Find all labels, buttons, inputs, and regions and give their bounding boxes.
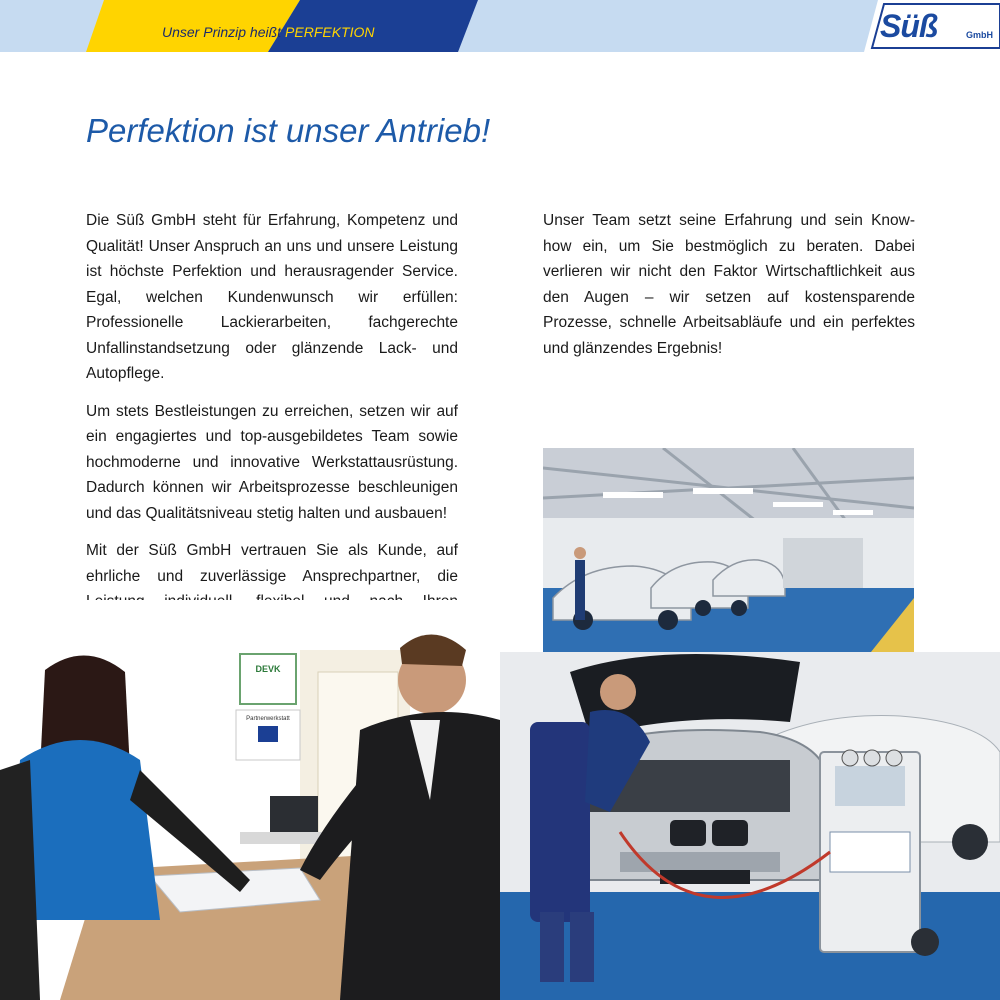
slogan-highlight: PERFEKTION [285,24,375,40]
devk-sign-text: DEVK [255,664,281,674]
page-title: Perfektion ist unser Antrieb! [86,112,491,149]
reception-photo [0,600,500,1000]
paragraph-4: Unser Team setzt seine Erfahrung und sein Know-how ein, um Sie bestmöglich zu beraten. Dabei verlieren wir nicht den Faktor Wirtschaftlichkeit aus den Augen – wir setzen auf kostensparende Prozesse, schnelle Arbeitsabläufe und ein perfektes und glänzendes Ergebnis! [543,212,915,357]
paragraph-3: Mit der Süß GmbH vertrauen Sie als Kunde, auf ehrliche und zuverlässige Ansprechpartner, die [86,542,458,585]
company-logo: Süß [880,8,938,44]
header-slogan [162,24,375,40]
partner-sign-text: Partnerwerkstatt [246,716,290,722]
slogan-prefix: Unser Prinzip heißt [162,24,282,40]
right-text-column [543,208,915,373]
paragraph-2: Um stets Bestleistungen zu erreichen, setzen wir auf ein engagiertes und top-ausgebildetes Team sowie hochmoderne und innovative Werkstattausrüstung. Dadurch können wir Arbeitsprozesse beschleunigen und das Qualitätsniveau stetig halten und ausbauen! [86,402,458,522]
devk-sign [240,654,296,704]
workshop-hall-photo [543,448,914,662]
paragraph-1: Die Süß GmbH steht für Erfahrung, Kompetenz und Qualität! Unser Anspruch an uns und unsere Leistung ist höchste Perfektion und herausragender Service. Egal, welchen Kundenwunsch wir erfüllen: Professionelle Lackierarbeiten, fachgerechte Unfallinstandsetzung oder glänzende Lack- und Autopflege. [86,212,458,382]
header-banner [0,0,1000,52]
company-logo-sub: GmbH [966,30,993,40]
mechanic-photo [500,652,1000,1000]
banner-stripes [0,0,1000,52]
